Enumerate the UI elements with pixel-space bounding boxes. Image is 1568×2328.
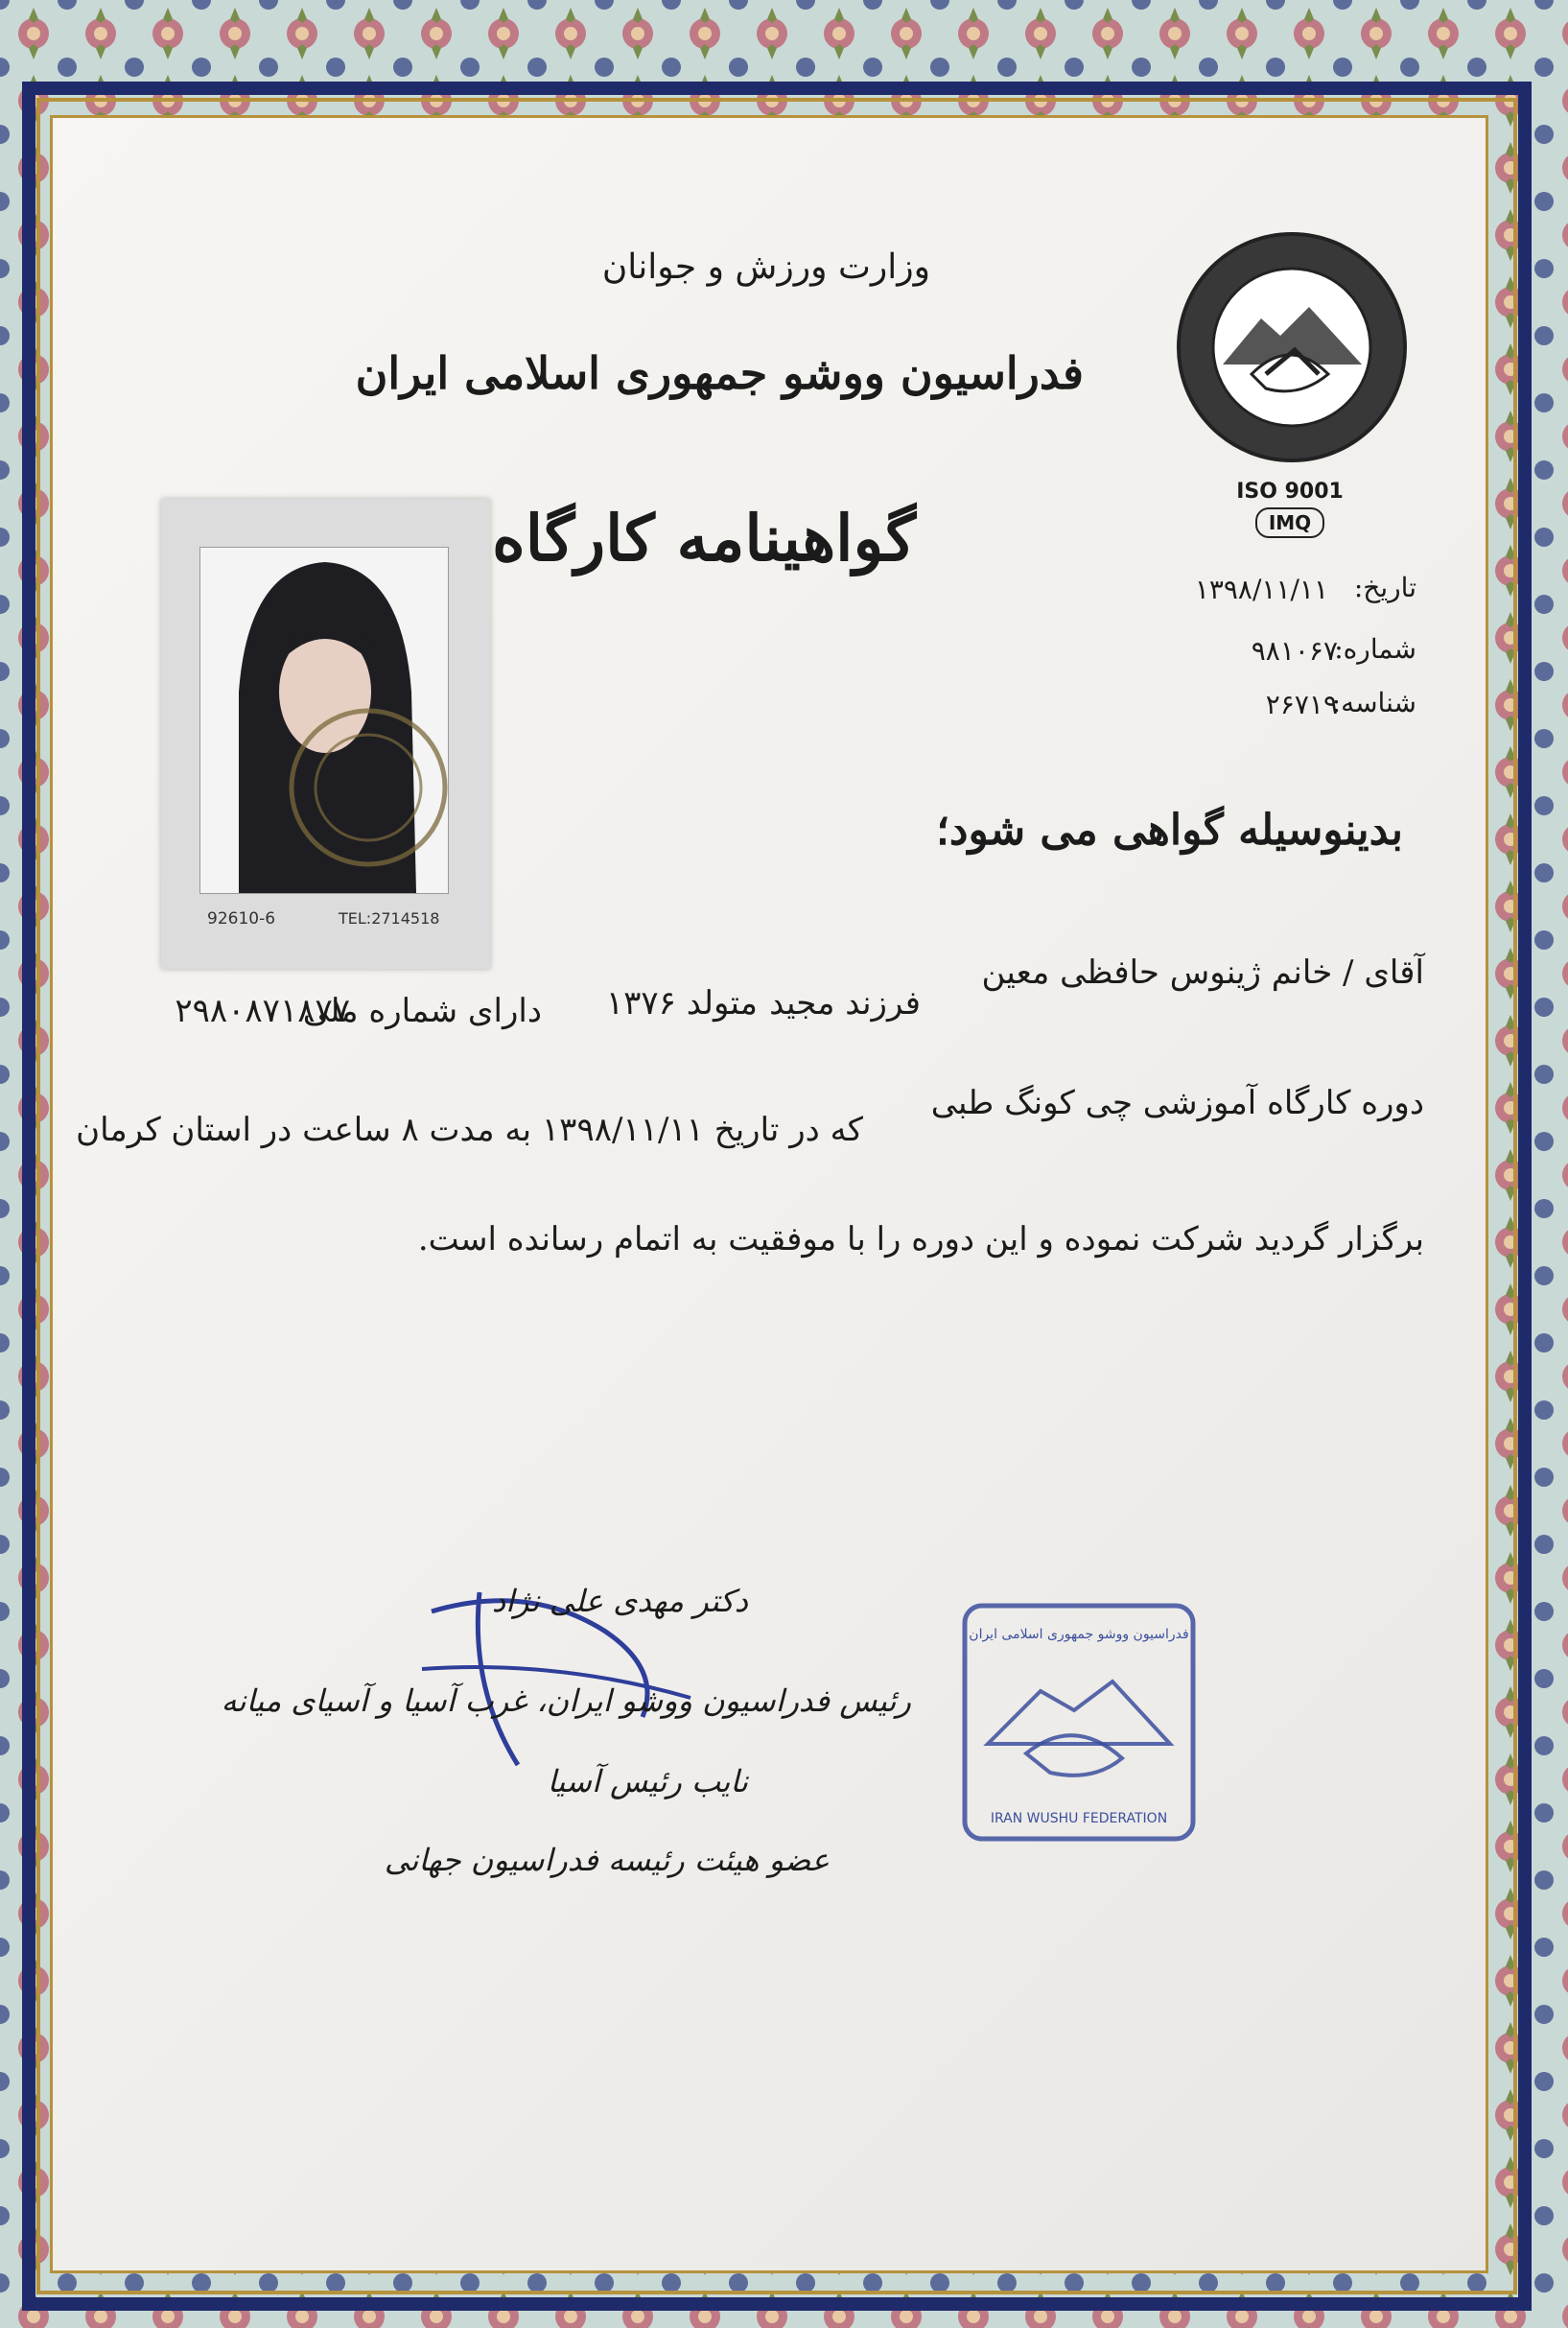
iso-label: ISO 9001 <box>1236 480 1344 504</box>
number-label: شماره: <box>1334 633 1416 665</box>
course-date-location: که در تاریخ ۱۳۹۸/۱۱/۱۱ به مدت ۸ ساعت در استان کرمان <box>76 1111 863 1149</box>
photo-code: 92610-6 <box>207 909 276 929</box>
iso-certification <box>1189 480 1391 538</box>
date-value: ۱۳۹۸/۱۱/۱۱ <box>1194 574 1328 605</box>
id-label: شناسه: <box>1331 687 1416 718</box>
federation-title: فدراسیون ووشو جمهوری اسلامی ایران <box>355 347 1084 399</box>
national-id-label: دارای شماره ملی <box>302 992 542 1030</box>
stamp-text-en: IRAN WUSHU FEDERATION <box>990 1811 1168 1826</box>
completion-line: برگزار گردید شرکت نموده و این دوره را با موفقیت به اتمام رسانده است. <box>417 1220 1424 1258</box>
id-value: ۲۶۷۱۹ <box>1265 689 1338 720</box>
national-id-value: ۲۹۸۰۸۷۱۸۷۷ <box>175 992 350 1030</box>
imq-badge: IMQ <box>1255 507 1324 538</box>
applicant-photo <box>161 499 490 969</box>
intro-line: بدینوسیله گواهی می شود؛ <box>935 806 1403 855</box>
applicant-name: آقای / خانم ژینوس حافظی معین <box>981 953 1424 992</box>
signatory-role-1: رئیس فدراسیون ووشو ایران، غرب آسیا و آسیای میانه <box>221 1682 911 1719</box>
signatory-role-2: نایب رئیس آسیا <box>547 1763 748 1799</box>
signatory-role-3: عضو هیئت رئیسه فدراسیون جهانی <box>384 1842 830 1878</box>
number-value: ۹۸۱۰۶۷ <box>1251 635 1338 667</box>
course-name: دوره کارگاه آموزشی چی کونگ طبی <box>930 1084 1424 1122</box>
official-stamp-icon <box>959 1600 1199 1845</box>
father-name: فرزند مجید <box>769 984 921 1023</box>
date-label: تاریخ: <box>1353 572 1416 603</box>
federation-logo-icon <box>1175 230 1410 465</box>
photo-tel: TEL:2714518 <box>339 909 440 928</box>
birth-year: متولد ۱۳۷۶ <box>605 984 758 1023</box>
signatory-name: دکتر مهدی علی نژاد <box>491 1583 748 1619</box>
portrait <box>199 547 449 894</box>
ministry-title: وزارت ورزش و جوانان <box>601 247 930 287</box>
certificate-title: گواهینامه کارگاه <box>492 501 916 576</box>
stamp-text-fa: فدراسیون ووشو جمهوری اسلامی ایران <box>969 1627 1189 1642</box>
